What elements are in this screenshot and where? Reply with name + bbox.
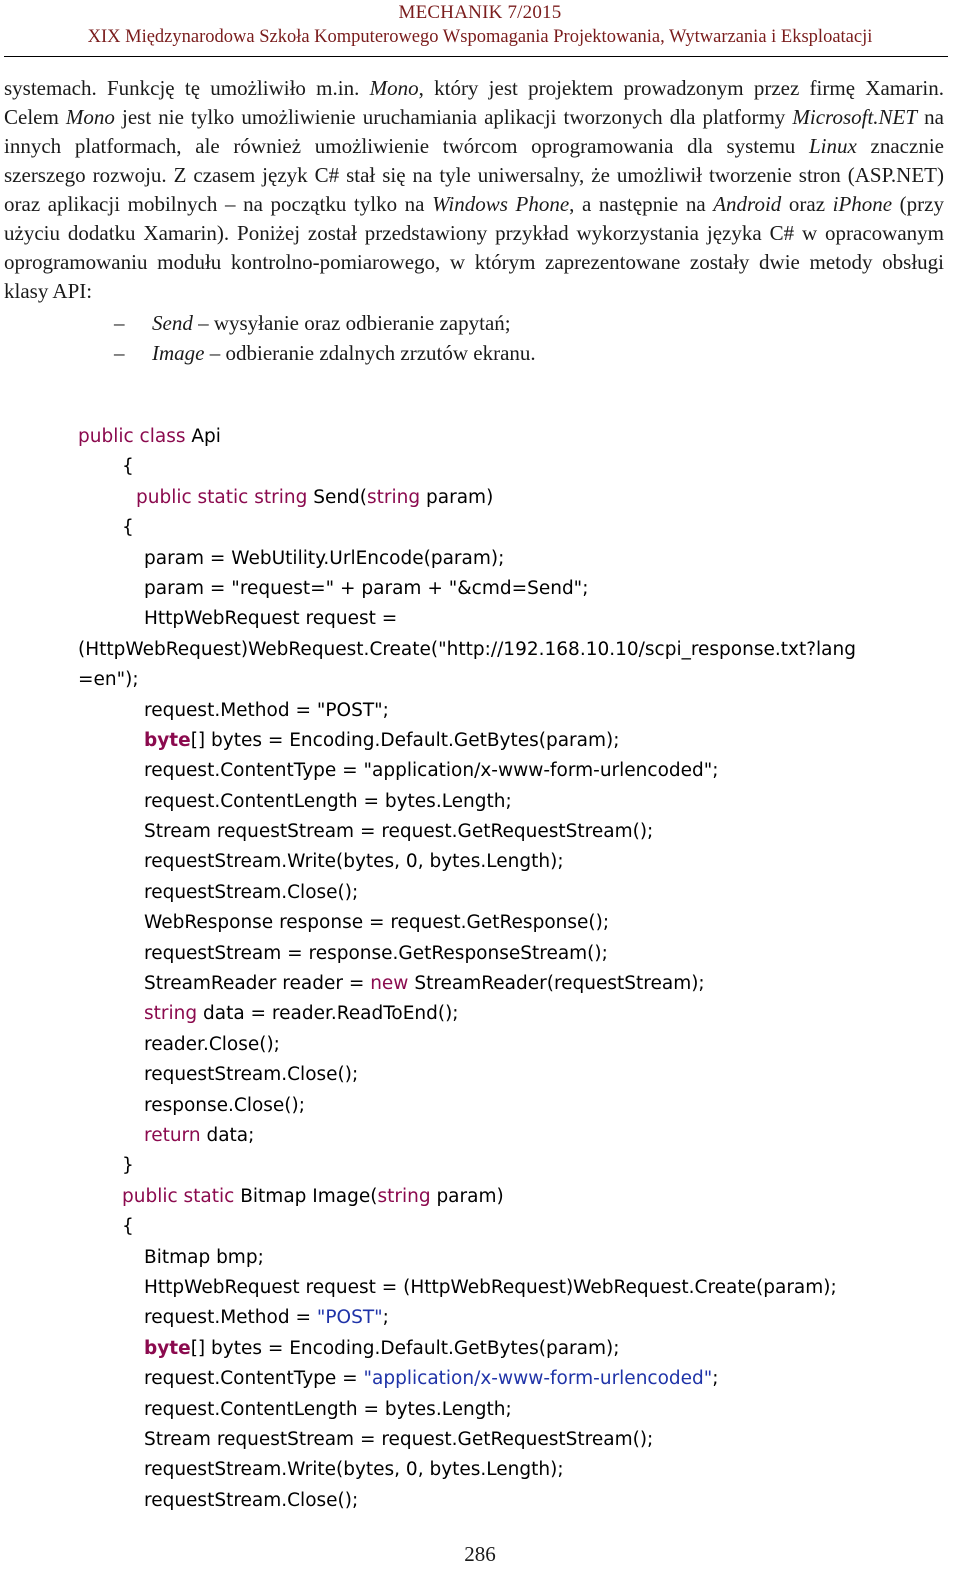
code-token: Bitmap bmp; xyxy=(144,1246,264,1268)
code-token: HttpWebRequest request = xyxy=(144,608,398,630)
method-list xyxy=(4,309,944,369)
code-token: data = reader.ReadToEnd(); xyxy=(197,1003,459,1025)
code-line xyxy=(78,939,958,969)
code-token: param = "request=" + param + "&cmd=Send"; xyxy=(144,577,589,599)
code-keyword: public static string xyxy=(136,486,308,508)
code-line xyxy=(78,574,958,604)
code-token: Stream requestStream = request.GetRequestStream(); xyxy=(144,1428,654,1450)
conference-title: XIX Międzynarodowa Szkoła Komputerowego Wspomagania Projektowania, Wytwarzania i Eksploatacji xyxy=(87,27,873,47)
code-token: =en"); xyxy=(78,669,139,691)
intro-paragraph xyxy=(4,74,944,306)
code-line xyxy=(78,969,958,999)
code-token: request.ContentType = xyxy=(144,1368,364,1390)
code-line xyxy=(78,726,958,756)
code-line xyxy=(78,1091,958,1121)
code-string: "application/x-www-form-urlencoded" xyxy=(363,1368,713,1390)
code-line xyxy=(78,1273,958,1303)
italic-term: iPhone xyxy=(832,192,893,216)
code-line xyxy=(78,1425,958,1455)
italic-term: Linux xyxy=(809,134,857,158)
code-line xyxy=(78,483,958,513)
code-keyword: byte xyxy=(144,729,191,751)
code-token: request.ContentType = "application/x-www-form-urlencoded"; xyxy=(144,760,719,782)
paragraph-text: , który jest projektem prowadzonym przez firmę Xamarin. Celem xyxy=(4,76,944,129)
code-token: { xyxy=(122,456,134,478)
code-token: Stream requestStream = request.GetRequestStream(); xyxy=(144,821,654,843)
code-token: request.ContentLength = bytes.Length; xyxy=(144,1398,512,1420)
code-token: requestStream.Close(); xyxy=(144,1489,359,1511)
code-token: Api xyxy=(185,426,221,447)
code-line xyxy=(78,1151,958,1181)
code-line xyxy=(78,513,958,543)
code-listing xyxy=(78,422,958,1516)
paragraph-text: systemach. Funkcję tę umożliwiło m.in. xyxy=(4,76,370,100)
code-token: reader.Close(); xyxy=(144,1033,280,1055)
code-line xyxy=(78,787,958,817)
paragraph-text: na innych platformach, ale również umożliwienie twórcom oprogramowania dla systemu xyxy=(4,105,944,158)
code-token: response.Close(); xyxy=(144,1094,305,1116)
code-token: } xyxy=(122,1155,134,1177)
code-token: param) xyxy=(430,1185,504,1207)
method-description: – odbieranie zdalnych zrzutów ekranu. xyxy=(204,341,536,365)
code-token: ; xyxy=(382,1307,389,1329)
list-item xyxy=(4,309,944,339)
body-text xyxy=(4,74,944,369)
list-dash: – xyxy=(114,341,125,365)
code-line xyxy=(78,999,958,1029)
code-token: param = WebUtility.UrlEncode(param); xyxy=(144,547,505,569)
paragraph-text: jest nie tylko umożliwienie uruchamiania aplikacji tworzonych dla platformy xyxy=(114,105,793,129)
method-name: Send xyxy=(152,311,193,335)
code-keyword: public static xyxy=(122,1185,235,1207)
code-line xyxy=(78,1243,958,1273)
code-token: StreamReader reader = xyxy=(144,973,371,995)
code-line xyxy=(78,847,958,877)
header-divider xyxy=(4,56,948,57)
code-token: [] bytes = Encoding.Default.GetBytes(param); xyxy=(190,1337,620,1359)
code-token: param) xyxy=(420,486,494,508)
code-line xyxy=(78,665,958,695)
code-line xyxy=(78,452,958,482)
code-token: request.Method = "POST"; xyxy=(144,699,389,721)
code-token: requestStream.Write(bytes, 0, bytes.Length); xyxy=(144,1459,564,1481)
code-token: requestStream.Close(); xyxy=(144,881,359,903)
code-line xyxy=(78,1364,958,1394)
italic-term: Mono xyxy=(65,105,115,129)
code-line xyxy=(78,1334,958,1364)
code-line xyxy=(78,604,958,634)
code-keyword: string xyxy=(367,486,421,508)
code-line xyxy=(78,544,958,574)
code-token: request.Method = xyxy=(144,1307,317,1329)
code-token: StreamReader(requestStream); xyxy=(408,973,705,995)
italic-term: Mono xyxy=(369,76,419,100)
code-line xyxy=(78,908,958,938)
paragraph-text: znacznie szerszego rozwoju. Z czasem język C# stał się na tyle uniwersalny, że umożliwił tworzenie stron (ASP.NET) oraz aplikacji mobilnych – na początku tylko na xyxy=(4,134,944,216)
code-token: requestStream = response.GetResponseStream(); xyxy=(144,942,608,964)
code-line xyxy=(78,1486,958,1516)
code-keyword: new xyxy=(370,973,409,995)
code-line xyxy=(78,878,958,908)
code-keyword: string xyxy=(144,1003,198,1025)
code-line xyxy=(78,817,958,847)
code-line xyxy=(78,1395,958,1425)
code-token: requestStream.Close(); xyxy=(144,1064,359,1086)
paragraph-text: (przy użyciu dodatku Xamarin). Poniżej został przedstawiony przykład wykorzystania języka C# w opracowanym oprogramowaniu modułu kontrolno-pomiarowego, w którym zaprezentowane zostały dwie metody obsługi klasy API: xyxy=(4,192,944,303)
code-token: ; xyxy=(712,1368,719,1390)
page-number: 286 xyxy=(464,1542,496,1566)
code-token: (HttpWebRequest)WebRequest.Create("http://192.168.10.10/scpi_response.txt?lang xyxy=(78,638,856,660)
list-dash: – xyxy=(114,311,125,335)
code-line xyxy=(78,1303,958,1333)
paragraph-text: , a następnie na xyxy=(569,192,714,216)
code-line xyxy=(78,1060,958,1090)
code-line xyxy=(78,756,958,786)
code-token: HttpWebRequest request = (HttpWebRequest)WebRequest.Create(param); xyxy=(144,1276,837,1298)
code-token: request.ContentLength = bytes.Length; xyxy=(144,790,512,812)
code-token: WebResponse response = request.GetResponse(); xyxy=(144,912,610,934)
italic-term: Windows Phone xyxy=(432,192,570,216)
code-line xyxy=(78,1030,958,1060)
code-line xyxy=(78,635,958,665)
code-token: Bitmap Image( xyxy=(234,1185,378,1207)
code-token: { xyxy=(122,517,134,539)
code-line xyxy=(78,696,958,726)
code-line xyxy=(78,422,958,452)
method-description: – wysyłanie oraz odbieranie zapytań; xyxy=(192,311,511,335)
code-line xyxy=(78,1182,958,1212)
code-token: data; xyxy=(200,1124,255,1146)
journal-title: MECHANIK 7/2015 xyxy=(398,2,562,23)
code-token: Send( xyxy=(307,486,368,508)
code-line xyxy=(78,1455,958,1485)
code-token: { xyxy=(122,1216,134,1238)
code-keyword: byte xyxy=(144,1337,191,1359)
code-keyword: string xyxy=(377,1185,431,1207)
code-line xyxy=(78,1212,958,1242)
code-line xyxy=(78,1121,958,1151)
code-string: "POST" xyxy=(316,1307,383,1329)
code-keyword: return xyxy=(144,1124,201,1146)
italic-term: Microsoft.NET xyxy=(792,105,918,129)
paragraph-text: oraz xyxy=(781,192,833,216)
italic-term: Android xyxy=(713,192,782,216)
code-token: [] bytes = Encoding.Default.GetBytes(param); xyxy=(190,729,620,751)
code-token: requestStream.Write(bytes, 0, bytes.Length); xyxy=(144,851,564,873)
code-keyword: public class xyxy=(78,426,186,447)
method-name: Image xyxy=(152,341,205,365)
list-item xyxy=(4,339,944,369)
